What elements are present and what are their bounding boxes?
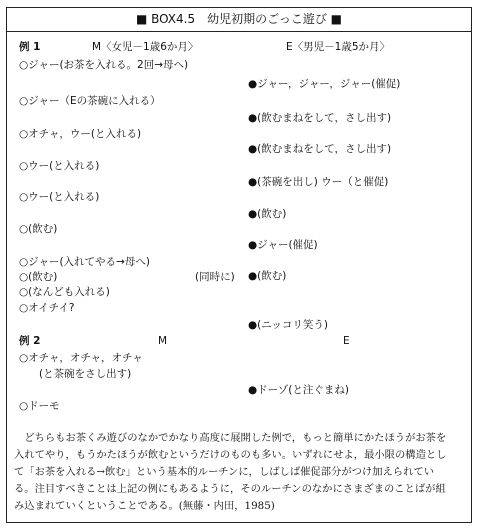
dialogue-line-e: ●(飲むまねをして，さし出す) xyxy=(248,112,392,124)
dialogue-line-m: ○オチャ，ウー(と入れる) xyxy=(19,128,142,140)
dialogue-line-m-note: (と茶碗をさし出す) xyxy=(39,368,132,380)
box-title: ■ BOX4.5 幼児初期のごっこ遊び ■ xyxy=(7,8,471,32)
example2-m-header: M xyxy=(158,335,168,347)
dialogue-line-e: ●(飲む) xyxy=(248,208,287,220)
dialogue-line-e: ●(飲むまねをして，さし出す) xyxy=(248,143,392,155)
dialogue-line-m: ○ウー(と入れる) xyxy=(19,160,100,172)
dialogue-line-m: ○(飲む) xyxy=(19,223,58,235)
commentary-paragraph: どちらもお茶くみ遊びのなかでかなり高度に展開した例で，もっと簡単にかたほうがお茶を入れてやり，もうかたほうが飲むというだけのものも多い。いずれにせよ，最小限の構造として「お茶を入れる→飲む」という基本的ルーチンに，しばしば催促部分がつけ加えられている。注目すべきことは上記の例にもあるように，そのルーチンのなかにさまざまのことばが組み込まれていくということである。(無藤・内田，1985) xyxy=(14,432,447,512)
dialogue-line-e: ●(茶碗を出し) ウー（と催促) xyxy=(248,176,389,188)
example2-label: 例 2 xyxy=(19,335,41,347)
example2-e-header: E xyxy=(343,335,350,347)
dialogue-line-m: ○オイチイ? xyxy=(19,302,75,314)
dialogue-line-m: ○(なんども入れる) xyxy=(19,286,110,298)
example1-m-header: M〈女児－1歳6か月〉 xyxy=(92,41,199,53)
dialogue-line-e: ●ドーゾ(と注ぐまね) xyxy=(248,384,349,396)
simultaneous-note: (同時に) xyxy=(195,271,235,283)
dialogue-line-m: ○ウー(と入れる) xyxy=(19,191,100,203)
dialogue-line-e: ●(ニッコリ笑う) xyxy=(248,319,328,331)
dialogue-line-m: ○ドーモ xyxy=(19,400,60,412)
dialogue-line-e: ●ジャー，ジャー，ジャー(催促) xyxy=(248,78,401,90)
example1-e-header: E〈男児－1歳5か月〉 xyxy=(286,41,390,53)
example1-label: 例 1 xyxy=(19,41,41,53)
dialogue-line-m: ○ジャー(お茶を入れる。2回→母へ) xyxy=(19,59,189,71)
dialogue-line-m: ○(飲む) xyxy=(19,271,58,283)
dialogue-line-m: ○ジャー(入れてやる→母へ) xyxy=(19,256,150,268)
dialogue-line-m: ○オチャ，オチャ，オチャ xyxy=(19,352,143,364)
dialogue-line-e: ●ジャー(催促) xyxy=(248,239,318,251)
dialogue-line-e: ●(飲む) xyxy=(248,270,287,282)
dialogue-line-m: ○ジャー（Eの茶碗に入れる） xyxy=(19,95,161,107)
